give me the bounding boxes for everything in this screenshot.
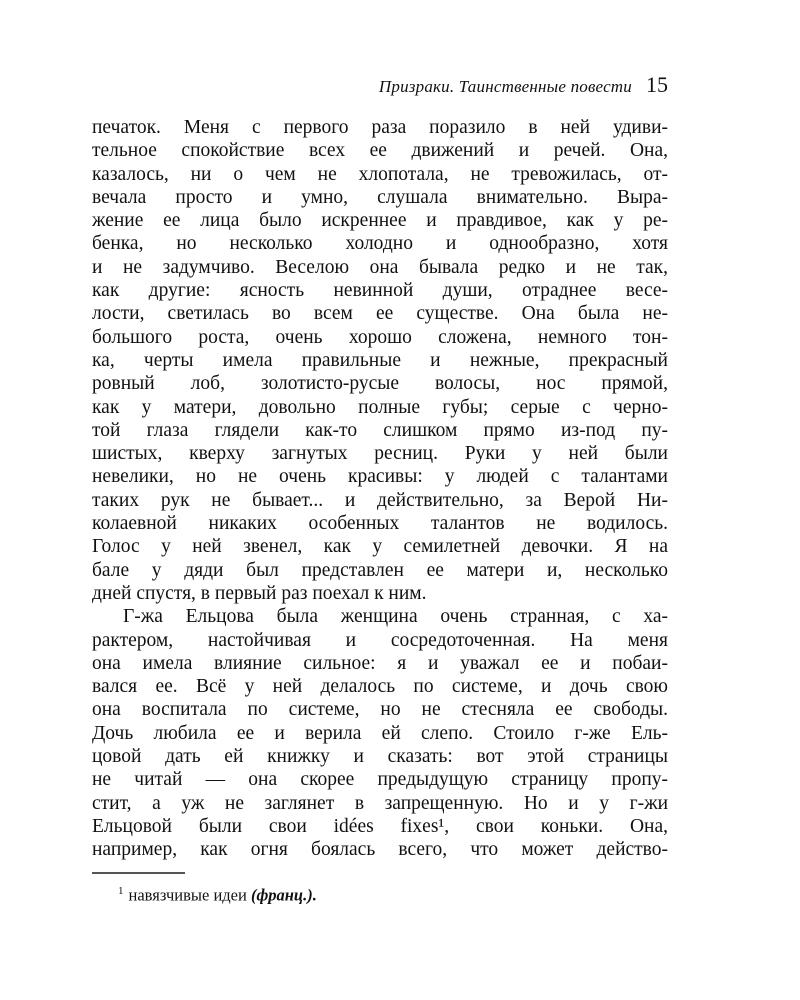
body-text-line: как у матери, довольно полные губы; серые с черно- <box>92 396 668 418</box>
body-text-line: рактером, настойчивая и сосредоточенная. На меня <box>92 629 668 651</box>
body-text-line: как другие: ясность невинной души, отраднее весе- <box>92 280 668 302</box>
footnote-separator-rule <box>92 872 185 874</box>
running-header <box>92 72 668 98</box>
body-text-line: не читай — она скорее предыдущую страницу пропу- <box>92 769 668 791</box>
body-text-line: шистых, кверху загнутых ресниц. Руки у ней были <box>92 443 668 465</box>
body-text-line: вечала просто и умно, слушала внимательно. Выра- <box>92 186 668 208</box>
body-text-line: жение ее лица было искреннее и правдивое, как у ре- <box>92 210 668 232</box>
running-title: Призраки. Таинственные повести <box>378 77 632 96</box>
page-number: 15 <box>646 72 668 97</box>
body-text-line: Дочь любила ее и верила ей слепо. Стоило г-же Ель- <box>92 722 668 744</box>
body-text-line: Ельцовой были свои idées fixes¹, свои коньки. Она, <box>92 815 668 837</box>
body-text-line: и не задумчиво. Веселою она бывала редко и не так, <box>92 256 668 278</box>
body-text-line: колаевной никаких особенных талантов не водилось. <box>92 513 668 535</box>
body-text-line: она воспитала по системе, но не стесняла ее свободы. <box>92 699 668 721</box>
body-text-line: большого роста, очень хорошо сложена, немного тон- <box>92 326 668 348</box>
body-text-line: бале у дяди был представлен ее матери и, несколько <box>92 559 668 581</box>
body-text-line: таких рук не бывает... и действительно, за Верой Ни- <box>92 489 668 511</box>
body-text-line: дней спустя, в первый раз поехал к ним. <box>92 582 427 604</box>
body-text-line: лости, светилась во всем ее существе. Она была не- <box>92 303 668 325</box>
body-text-line: например, как огня боялась всего, что может действо- <box>92 839 668 861</box>
footnote-text: навязчивые идеи <box>128 885 247 905</box>
body-text-line: Г-жа Ельцова была женщина очень странная, с ха- <box>123 606 668 628</box>
body-text-line: печаток. Меня с первого раза поразило в ней удиви- <box>92 117 668 138</box>
body-text <box>92 116 668 862</box>
footnote-marker: 1 <box>118 885 124 897</box>
body-text-line: тельное спокойствие всех ее движений и речей. Она, <box>92 140 668 162</box>
body-text-line: вался ее. Всё у ней делалось по системе, и дочь свою <box>92 676 668 698</box>
body-text-line: невелики, но не очень красивы: у людей с талантами <box>92 466 668 488</box>
body-text-line: Голос у ней звенел, как у семилетней девочки. Я на <box>92 536 668 558</box>
body-text-line: цовой дать ей книжку и сказать: вот этой страницы <box>92 746 668 768</box>
footnote-language-note: (франц.). <box>250 885 317 905</box>
body-text-line: ровный лоб, золотисто-русые волосы, нос прямой, <box>92 373 668 395</box>
body-text-line: бенка, но несколько холодно и однообразно, хотя <box>92 233 668 255</box>
body-text-line: она имела влияние сильное: я и уважал ее и побаи- <box>92 652 668 674</box>
footnote <box>92 881 668 906</box>
body-text-line: той глаза глядели как-то слишком прямо из-под пу- <box>92 419 668 441</box>
body-text-line: стит, а уж не заглянет в запрещенную. Но и у г-жи <box>92 792 668 814</box>
body-text-line: ка, черты имела правильные и нежные, прекрасный <box>92 349 668 371</box>
body-text-line: казалось, ни о чем не хлопотала, не тревожилась, от- <box>92 163 668 185</box>
footnote-block <box>92 872 668 906</box>
